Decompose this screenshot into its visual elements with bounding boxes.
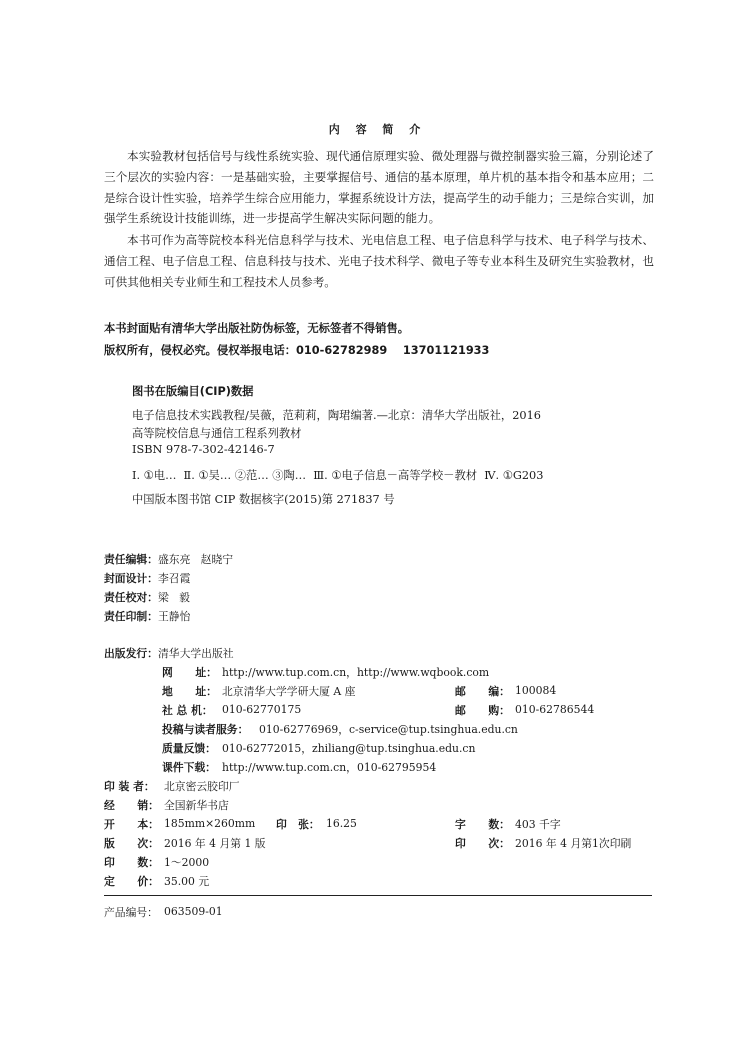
courseware-download-value: http://www.tup.com.cn，010-62795954	[222, 761, 437, 774]
proofreader-row	[104, 590, 190, 605]
anti-counterfeit-notice: 本书封面贴有清华大学出版社防伪标签，无标签者不得销售。	[104, 322, 410, 335]
courseware-download-label: 课件下载：	[162, 761, 216, 774]
impression-label: 印 次：	[455, 837, 510, 850]
distributor-value: 全国新华书店	[164, 799, 229, 812]
cip-line-5: 中国版本图书馆 CIP 数据核字(2015)第 271837 号	[132, 493, 395, 506]
copyright-notice: 版权所有，侵权必究。侵权举报电话：010-62782989 13701121933	[104, 344, 490, 357]
print-run-label: 印 数：	[104, 856, 159, 869]
mail-order-label: 邮 购：	[455, 704, 510, 717]
price-value: 35.00 元	[164, 875, 210, 888]
switchboard-value: 010-62770175	[222, 703, 302, 716]
distributor-label: 经 销：	[104, 799, 159, 812]
reader-service-label: 投稿与读者服务：	[162, 723, 249, 736]
mail-order-value: 010-62786544	[515, 703, 595, 716]
sheets-label: 印 张：	[276, 818, 320, 831]
website-label: 网 址：	[162, 666, 217, 679]
switchboard-label: 社 总 机：	[162, 704, 213, 717]
cover-designer-label: 封面设计：	[104, 572, 158, 585]
print-run-value: 1～2000	[164, 856, 210, 869]
printer-label: 印 装 者：	[104, 780, 155, 793]
print-supervisor-label: 责任印制：	[104, 610, 158, 623]
zip-label: 邮 编：	[455, 685, 510, 698]
format-label: 开 本：	[104, 818, 159, 831]
divider-line	[104, 895, 652, 896]
publisher-label: 出版发行：	[104, 647, 158, 660]
editor-label: 责任编辑：	[104, 553, 158, 566]
edition-value: 2016 年 4 月第 1 版	[164, 837, 266, 850]
summary-paragraph-2: 本书可作为高等院校本科光信息科学与技术、光电信息工程、电子信息科学与技术、电子科学与技术、通信工程、电子信息工程、信息科技与技术、光电子技术科学、微电子等专业本科生及研究生实验教材，也可供其他相关专业师生和工程技术人员参考。	[104, 233, 654, 289]
cip-heading: 图书在版编目(CIP)数据	[132, 385, 254, 398]
zip-value: 100084	[515, 684, 557, 697]
website-value: http://www.tup.com.cn，http://www.wqbook.com	[222, 666, 490, 679]
publisher-value: 清华大学出版社	[157, 647, 234, 660]
print-supervisor-row	[104, 609, 190, 624]
address-value: 北京清华大学学研大厦 A 座	[222, 685, 356, 698]
quality-feedback-value: 010-62772015，zhiliang@tup.tsinghua.edu.cn	[222, 742, 476, 755]
cover-designer-row	[104, 571, 190, 586]
cip-line-1: 电子信息技术实践教程/吴薇，范莉莉，陶珺编著.—北京：清华大学出版社，2016	[132, 409, 541, 422]
product-code-label: 产品编号：	[104, 906, 158, 919]
printer-value: 北京密云胶印厂	[164, 780, 240, 793]
proofreader-value: 梁 毅	[157, 591, 190, 604]
word-count-value: 403 千字	[515, 818, 561, 831]
cip-line-3: ISBN 978-7-302-42146-7	[132, 443, 275, 456]
editor-row	[104, 552, 233, 567]
address-label: 地 址：	[162, 685, 217, 698]
word-count-label: 字 数：	[455, 818, 510, 831]
cip-line-4: Ⅰ. ①电… Ⅱ. ①吴… ②范… ③陶… Ⅲ. ①电子信息－高等学校－教材 Ⅳ. ①G203	[132, 469, 544, 482]
price-label: 定 价：	[104, 875, 159, 888]
quality-feedback-label: 质量反馈：	[162, 742, 216, 755]
edition-label: 版 次：	[104, 837, 159, 850]
cover-designer-value: 李召霞	[157, 572, 191, 585]
summary-paragraph-1: 本实验教材包括信号与线性系统实验、现代通信原理实验、微处理器与微控制器实验三篇，分别论述了三个层次的实验内容：一是基础实验，主要掌握信号、通信的基本原理，单片机的基本指令和基本应用；二是综合设计性实验，培养学生综合应用能力，掌握系统设计方法，提高学生的动手能力；三是综合实训，加强学生系统设计技能训练，进一步提高学生解决实际问题的能力。	[104, 149, 654, 226]
print-supervisor-value: 王静怡	[157, 610, 191, 623]
impression-value: 2016 年 4 月第1次印刷	[515, 837, 632, 850]
publisher-row	[104, 646, 234, 661]
product-code-value: 063509-01	[164, 905, 223, 918]
editor-value: 盛东亮 赵晓宁	[157, 553, 234, 566]
format-value: 185mm×260mm	[164, 817, 256, 830]
proofreader-label: 责任校对：	[104, 591, 158, 604]
summary-title: 内 容 简 介	[328, 123, 427, 136]
sheets-value: 16.25	[326, 817, 357, 830]
reader-service-value: 010-62776969，c-service@tup.tsinghua.edu.cn	[259, 723, 518, 736]
cip-line-2: 高等院校信息与通信工程系列教材	[132, 427, 302, 440]
